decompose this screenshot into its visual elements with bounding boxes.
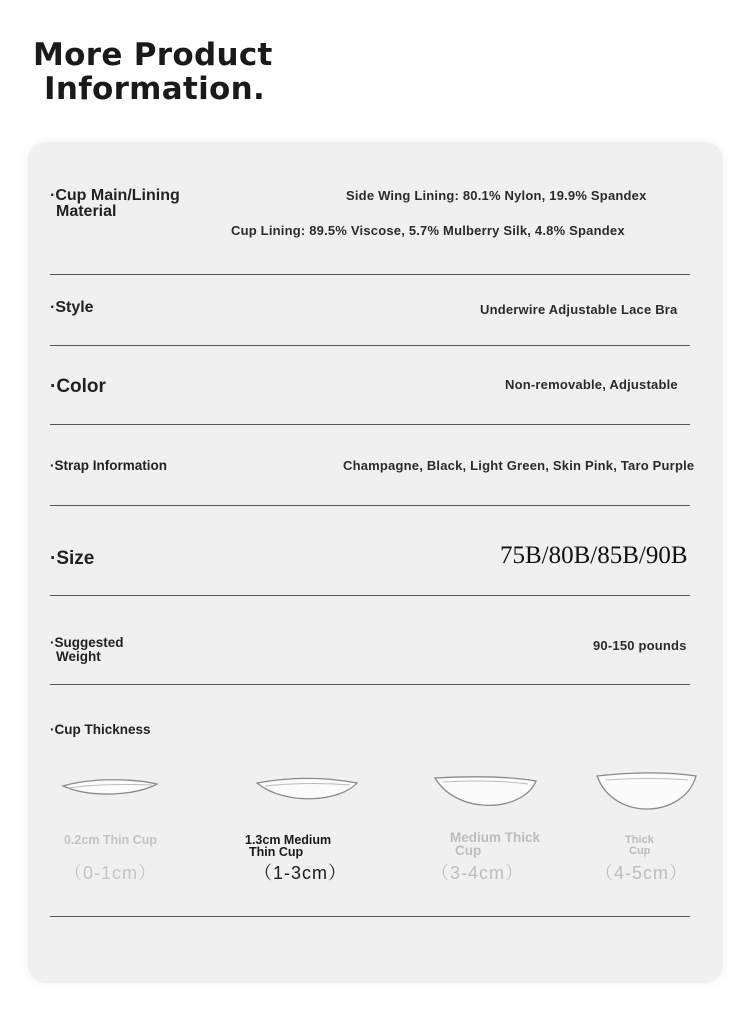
weight-label <box>50 636 124 664</box>
size-value: 75B/80B/85B/90B <box>500 542 688 569</box>
weight-value: 90-150 pounds <box>593 638 687 653</box>
color-value: Non-removable, Adjustable <box>505 377 678 392</box>
cup-option-medium-thin-name-line2: Thin Cup <box>249 845 304 859</box>
title-line-1: More Product <box>33 37 273 73</box>
strap-label: ·Strap Information <box>50 458 167 473</box>
strap-value: Champagne, Black, Light Green, Skin Pink, Taro Purple <box>343 458 695 473</box>
divider <box>50 505 690 506</box>
material-label <box>50 188 180 220</box>
cup-thickness-label: ·Cup Thickness <box>50 722 151 737</box>
cup-option-medium-thin-name <box>245 834 331 858</box>
weight-label-line2: Weight <box>56 649 101 664</box>
cup-option-thick-name-line1: Thick <box>625 834 654 846</box>
cup-option-medium-thick-name-line2: Cup <box>455 843 482 858</box>
cup-option-thin-name: 0.2cm Thin Cup <box>64 833 158 847</box>
cup-option-medium-thin-name-line1: 1.3cm Medium <box>245 833 332 847</box>
material-label-line2: Material <box>56 203 117 220</box>
cup-option-medium-thick-name-line1: Medium Thick <box>450 830 541 845</box>
style-label: ·Style <box>50 299 94 316</box>
thin-cup-icon <box>60 774 160 809</box>
cup-option-thin-range: （0-1cm） <box>64 863 158 883</box>
divider <box>50 274 690 275</box>
divider <box>50 916 690 917</box>
page-title <box>33 38 273 106</box>
size-label: ·Size <box>50 548 95 569</box>
medium-thick-cup-icon <box>433 772 538 817</box>
cup-option-thick-name <box>625 835 654 857</box>
style-value: Underwire Adjustable Lace Bra <box>480 302 678 317</box>
material-label-line1: ·Cup Main/Lining <box>50 187 180 204</box>
color-label: ·Color <box>50 376 106 397</box>
thick-cup-icon <box>594 770 699 820</box>
divider <box>50 424 690 425</box>
cup-option-medium-thick-range: （3-4cm） <box>431 863 525 883</box>
divider <box>50 345 690 346</box>
cup-option-medium-thin-range: （1-3cm） <box>254 863 348 883</box>
material-value-side-wing: Side Wing Lining: 80.1% Nylon, 19.9% Spandex <box>346 188 647 203</box>
cup-option-medium-thick-name <box>450 831 540 857</box>
divider <box>50 684 690 685</box>
divider <box>50 595 690 596</box>
material-value-cup-lining: Cup Lining: 89.5% Viscose, 5.7% Mulberry Silk, 4.8% Spandex <box>231 223 625 238</box>
medium-thin-cup-icon <box>255 772 360 810</box>
weight-label-line1: ·Suggested <box>50 635 124 650</box>
cup-option-thick-name-line2: Cup <box>629 845 651 857</box>
title-line-2: Information. <box>44 71 266 107</box>
cup-option-thick-range: （4-5cm） <box>595 863 689 883</box>
product-info-card <box>28 142 723 983</box>
